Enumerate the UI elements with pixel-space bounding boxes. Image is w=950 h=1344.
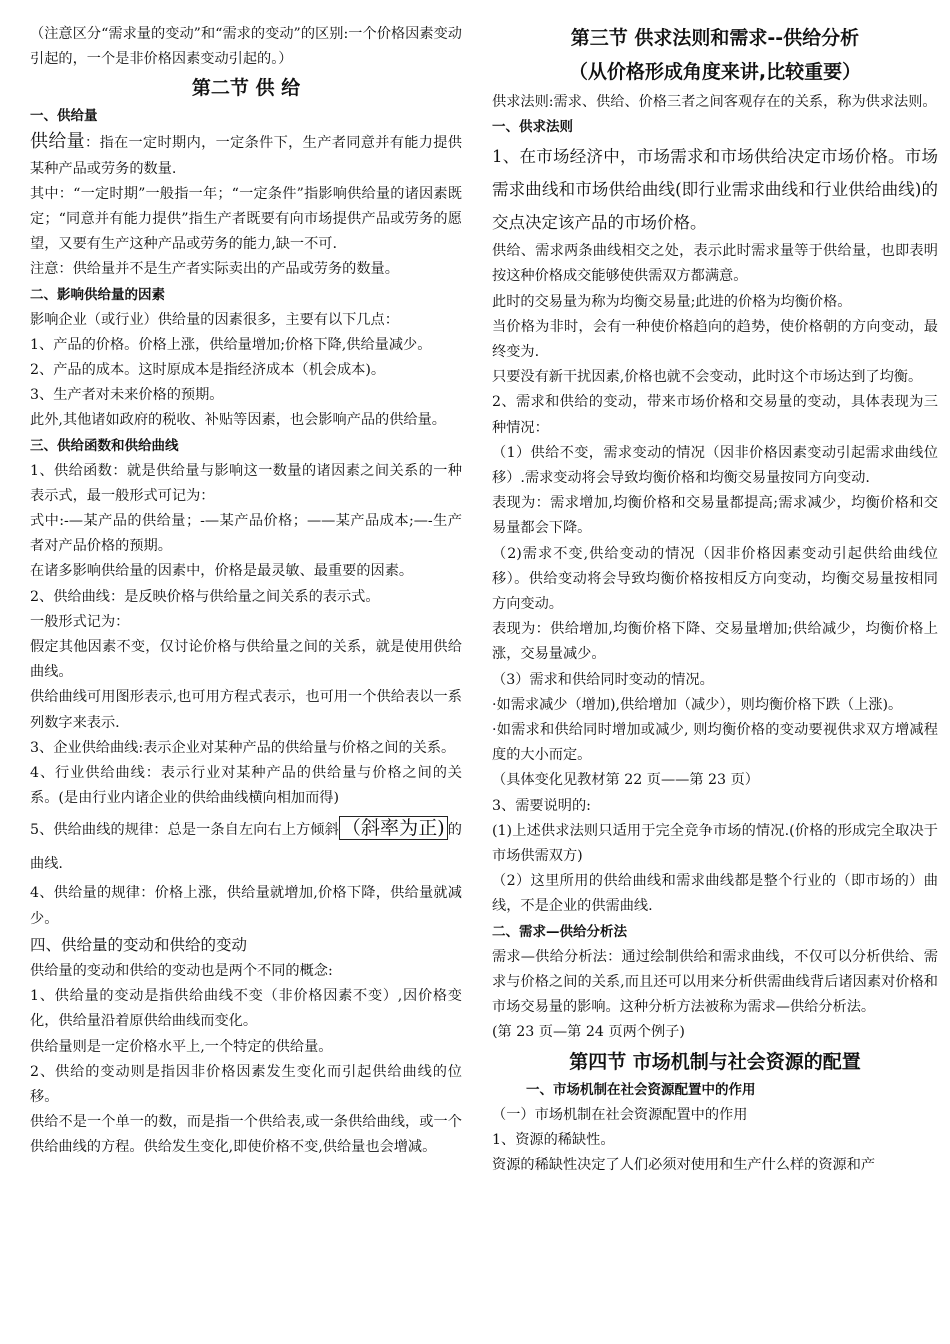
paragraph: 供给量则是一定价格水平上,一个特定的供给量。	[30, 1038, 333, 1055]
paragraph: 一般形式记为：	[30, 613, 130, 630]
paragraph: 影响企业（或行业）供给量的因素很多，主要有以下几点：	[30, 311, 399, 328]
subsection-heading: 二、需求—供给分析法	[492, 923, 627, 940]
paragraph: ·如需求和供给同时增加或减少, 则均衡价格的变动要视供求双方增减程度的大小而定。	[492, 722, 938, 764]
paragraph: （一）市场机制在社会资源配置中的作用	[492, 1106, 748, 1123]
paragraph: 3、生产者对未来价格的预期。	[30, 387, 224, 404]
law-text-end: 的曲线.	[30, 822, 462, 873]
paragraph: (1)上述供求法则只适用于完全竞争市场的情况.(价格的形成完全取决于市场供需双方)	[492, 822, 938, 865]
paragraph: 2、供给曲线：是反映价格与供给量之间关系的表示式。	[30, 588, 380, 605]
paragraph: 2、需求和供给的变动，带来市场价格和交易量的变动，具体表现为三种情况：	[492, 394, 938, 436]
paragraph: 1、产品的价格。价格上涨，供给量增加;价格下降,供给量减少。	[30, 336, 432, 353]
subsection-heading: 三、供给函数和供给曲线	[30, 437, 179, 454]
paragraph: 供给曲线可用图形表示,也可用方程式表示，也可用一个供给表以一系列数字来表示.	[30, 689, 462, 731]
paragraph: （3）需求和供给同时变动的情况。	[492, 671, 714, 688]
term: 供给量	[30, 131, 85, 153]
paragraph: 注意：供给量并不是生产者实际卖出的产品或劳务的数量。	[30, 261, 399, 278]
paragraph: （注意区分“需求量的变动”和“需求的变动”的区别:一个价格因素变动引起的，一个是非价格因素变动引起的。）	[30, 26, 462, 68]
paragraph: （2）这里所用的供给曲线和需求曲线都是整个行业的（即市场的）曲线，不是企业的供需曲线.	[492, 873, 938, 915]
paragraph: 供求法则:需求、供给、价格三者之间客观存在的关系，称为供求法则。	[492, 94, 937, 110]
subsection-heading: 一、市场机制在社会资源配置中的作用	[526, 1081, 756, 1098]
paragraph: 此外,其他诸如政府的税收、补贴等因素，也会影响产品的供给量。	[30, 412, 446, 429]
section-title: 第三节 供求法则和需求--供给分析	[570, 27, 860, 49]
paragraph: 表现为：供给增加,均衡价格下降、交易量增加;供给减少，均衡价格上涨，交易量减少。	[492, 621, 938, 663]
paragraph: 供给不是一个单一的数，而是指一个供给表,或一条供给曲线，或一个供给曲线的方程。供给发生变化,即使价格不变,供给量也会增减。	[30, 1114, 462, 1156]
paragraph: 4、行业供给曲线：表示行业对某种产品的供给量与价格之间的关系。(是由行业内诸企业的供给曲线横向相加而得)	[30, 765, 462, 807]
paragraph: 此时的交易量为称为均衡交易量;此进的价格为均衡价格。	[492, 293, 852, 310]
paragraph: 1、供给函数：就是供给量与影响这一数量的诸因素之间关系的一种表示式，最一般形式可记为：	[30, 462, 462, 504]
definition-paragraph	[30, 129, 462, 181]
paragraph: 供给量的变动和供给的变动也是两个不同的概念:	[30, 962, 333, 979]
subsection-heading: 一、供给量	[30, 108, 98, 125]
paragraph: 2、产品的成本。这时原成本是指经济成本（机会成本)。	[30, 362, 386, 379]
paragraph: 供给、需求两条曲线相交之处，表示此时需求量等于供给量，也即表明按这种价格成交能够使供需双方都满意。	[492, 243, 938, 285]
paragraph: 式中:-—某产品的供给量；-—某产品价格；——某产品成本;—-生产者对产品价格的预期。	[30, 513, 462, 555]
subsection-heading: 二、影响供给量的因素	[30, 286, 165, 303]
section-title: 第二节 供 给	[191, 77, 301, 100]
paragraph: 其中：“一定时期”一般指一年；“一定条件”指影响供给量的诸因素既定；“同意并有能力提供”指生产者既要有向市场提供产品或劳务的愿望，又要有生产这种产品或劳务的能力,缺一不可.	[30, 185, 462, 253]
paragraph: （具体变化见教材第 22 页——第 23 页）	[492, 772, 759, 789]
paragraph: 需求—供给分析法：通过绘制供给和需求曲线，不仅可以分析供给、需求与价格之间的关系,而且还可以用来分析供需曲线背后诸因素对价格和市场交易量的影响。这种分析方法被称为需求—供给分析法。	[492, 948, 938, 1016]
supply-curve-law	[30, 811, 462, 881]
paragraph: 假定其他因素不变，仅讨论价格与供给量之间的关系，就是使用供给曲线。	[30, 639, 462, 681]
paragraph: 1、供给量的变动是指供给曲线不变（非价格因素不变）,因价格变化，供给量沿着原供给曲线而变化。	[30, 988, 462, 1030]
paragraph: 当价格为非时，会有一种使价格趋向的趋势，使价格朝的方向变动，最终变为.	[492, 318, 938, 361]
paragraph: 2、供给的变动则是指因非价格因素发生变化而引起供给曲线的位移。	[30, 1063, 462, 1105]
paragraph: 1、在市场经济中，市场需求和市场供给决定市场价格。市场需求曲线和市场供给曲线(即行业需求曲线和行业供给曲线)的交点决定该产品的市场价格。	[492, 147, 938, 233]
left-column	[30, 22, 462, 1161]
paragraph: 3、企业供给曲线:表示企业对某种产品的供给量与价格之间的关系。	[30, 739, 456, 756]
subsection-heading: 四、供给量的变动和供给的变动	[30, 935, 248, 954]
paragraph: 资源的稀缺性决定了人们必须对使用和生产什么样的资源和产	[492, 1156, 876, 1173]
law-text: 5、供给曲线的规律：总是一条自左向右上方倾斜	[30, 822, 339, 839]
paragraph: ·如需求减少（增加),供给增加（减少），则均衡价格下跌（上涨)。	[492, 696, 903, 713]
paragraph: （1）供给不变，需求变动的情况（因非价格因素变动引起需求曲线位移）.需求变动将会导致均衡价格和均衡交易量按同方向变动.	[492, 444, 938, 487]
right-column	[492, 22, 938, 1178]
paragraph: （2)需求不变,供给变动的情况（因非价格因素变动引起供给曲线位移）。供给变动将会导致均衡价格按相反方向变动，均衡交易量按相同方向变动。	[492, 545, 938, 613]
paragraph: (第 23 页—第 24 页两个例子)	[492, 1024, 685, 1041]
definition-text: ：指在一定时期内，一定条件下，生产者同意并有能力提供某种产品或劳务的数量.	[30, 135, 462, 177]
paragraph: 3、需要说明的:	[492, 797, 591, 814]
section-title: 第四节 市场机制与社会资源的配置	[569, 1050, 861, 1073]
paragraph: 只要没有新干扰因素,价格也就不会变动，此时这个市场达到了均衡。	[492, 369, 923, 386]
paragraph: 1、资源的稀缺性。	[492, 1131, 615, 1148]
paragraph: 表现为：需求增加,均衡价格和交易量都提高;需求减少，均衡价格和交易量都会下降。	[492, 495, 938, 537]
paragraph: 在诸多影响供给量的因素中，价格是最灵敏、最重要的因素。	[30, 563, 414, 580]
boxed-note: （斜率为正)	[339, 816, 448, 840]
subsection-heading: 一、供求法则	[492, 119, 573, 136]
section-subtitle: （从价格形成角度来讲,比较重要）	[568, 61, 862, 83]
paragraph: 4、供给量的规律：价格上涨，供给量就增加,价格下降，供给量就减少。	[30, 885, 462, 927]
